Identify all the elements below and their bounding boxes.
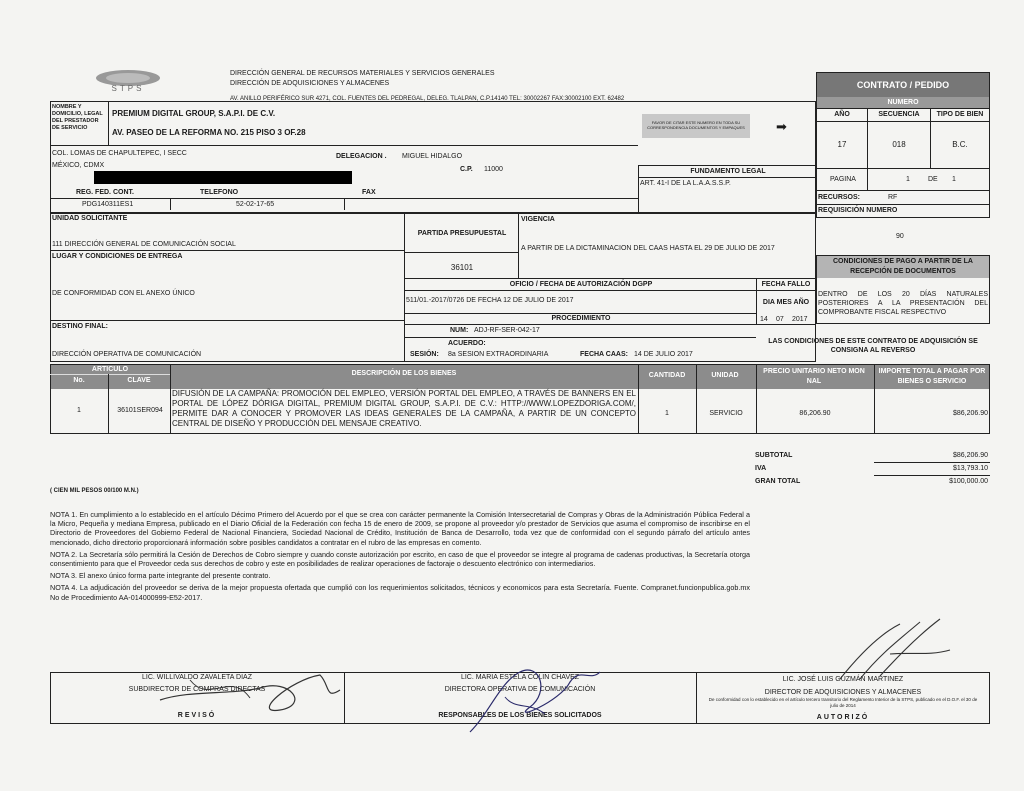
- proc-num-value: ADJ-RF-SER-042-17: [474, 327, 540, 334]
- col-importe: IMPORTE TOTAL A PAGAR POR BIENES O SERVICIO: [878, 368, 986, 385]
- delegacion-value: MIGUEL HIDALGO: [402, 153, 463, 160]
- col-cantidad: CANTIDAD: [648, 372, 686, 379]
- redacted-block: [94, 171, 352, 184]
- unidad-value: 111 DIRECCIÓN GENERAL DE COMUNICACIÓN SOCIAL: [52, 241, 236, 248]
- rfc-label: REG. FED. CONT.: [76, 189, 134, 196]
- amount-words: ( CIEN MIL PESOS 00/100 M.N.): [50, 488, 139, 494]
- contract-secuencia: 018: [892, 140, 906, 149]
- sesion-label: SESIÓN:: [410, 351, 439, 358]
- destino-value: DIRECCIÓN OPERATIVA DE COMUNICACIÓN: [52, 351, 202, 358]
- pagina-label: PAGINA: [830, 176, 856, 183]
- provider-name: PREMIUM DIGITAL GROUP, S.A.P.I. DE C.V.: [112, 109, 276, 118]
- col-no: No.: [73, 377, 85, 384]
- fallo-dia: 14: [760, 316, 768, 323]
- pago-value: DENTRO DE LOS 20 DÍAS NATURALES POSTERIORES A LA PRESENTACIÓN DEL COMPROBANTE FISCAL RESPECTIVO: [818, 291, 988, 316]
- contract-title: CONTRATO / PEDIDO: [817, 73, 989, 97]
- pagina-value: 1: [906, 176, 910, 183]
- lugar-label: LUGAR Y CONDICIONES DE ENTREGA: [52, 253, 183, 260]
- procedimiento-label: PROCEDIMIENTO: [551, 315, 611, 322]
- agency-line1: DIRECCIÓN GENERAL DE RECURSOS MATERIALES Y SERVICIOS GENERALES: [230, 70, 495, 77]
- sig2-title: DIRECTORA OPERATIVA DE COMUNICACIÓN: [444, 686, 596, 693]
- tel-label: TELEFONO: [200, 189, 239, 196]
- total-label: GRAN TOTAL: [755, 478, 801, 485]
- de-label: DE: [928, 176, 938, 183]
- col-tipo: TIPO DE BIEN: [936, 111, 984, 118]
- unidad-label: UNIDAD SOLICITANTE: [52, 215, 128, 222]
- col-secuencia: SECUENCIA: [878, 111, 920, 118]
- notes-block: [50, 510, 750, 605]
- tel-value: 52-02-17-65: [236, 201, 275, 208]
- oficio-value: 511/01.-2017/0726 DE FECHA 12 DE JULIO DE 2017: [406, 297, 574, 304]
- sig3-role: AUTORIZÓ: [816, 714, 870, 721]
- partida-value: 36101: [450, 263, 474, 272]
- reverso-text: LAS CONDICIONES DE ESTE CONTRATO DE ADQUISICIÓN SE CONSIGNA AL REVERSO: [768, 338, 978, 354]
- provider-city: MÉXICO, CDMX: [52, 162, 105, 169]
- iva-value: $13,793.10: [952, 465, 988, 472]
- col-unidad: UNIDAD: [711, 372, 739, 379]
- sig3-note: De conformidad con lo establecido en el artículo tercero transitorio del Reglamento Interior de la STPS, publicado en el D.O.F. el 30 de julio de 2014: [708, 697, 978, 708]
- signature-scribble-1: [150, 660, 350, 720]
- vigencia-label: VIGENCIA: [521, 216, 555, 223]
- fundamento-label: FUNDAMENTO LEGAL: [690, 168, 766, 175]
- requisicion-value: 90: [896, 233, 904, 240]
- sig2-role: RESPONSABLES DE LOS BIENES SOLICITADOS: [438, 712, 602, 719]
- oficio-label: OFICIO / FECHA DE AUTORIZACIÓN DGPP: [509, 281, 653, 288]
- provider-street: AV. PASEO DE LA REFORMA NO. 215 PISO 3 OF.28: [112, 128, 306, 137]
- vigencia-value: A PARTIR DE LA DICTAMINACION DEL CAAS HASTA EL 29 DE JULIO DE 2017: [521, 245, 775, 252]
- delegacion-label: DELEGACION .: [336, 153, 387, 160]
- agency-address: AV. ANILLO PERIFÉRICO SUR 4271, COL. FUENTES DEL PEDREGAL, DELEG. TLALPAN, C.P.14140 TEL: 30002267 FAX:30002100 EXT. 62482: [230, 96, 625, 102]
- recursos-label: RECURSOS:: [818, 194, 861, 201]
- provider-label: NOMBRE Y DOMICILIO, LEGAL DEL PRESTADOR DE SERVICIO: [52, 104, 103, 131]
- total-value: $100,000.00: [949, 478, 988, 485]
- col-ano: AÑO: [834, 111, 850, 118]
- fecha-fallo-label: FECHA FALLO: [761, 281, 811, 288]
- numero-label: NUMERO: [817, 97, 989, 108]
- sig1-name: LIC. WILLIVALDO ZAVALETA DIAZ: [142, 674, 252, 681]
- stps-logo: [88, 68, 168, 94]
- row-importe: $86,206.90: [952, 410, 988, 417]
- sesion-value: 8a SESION EXTRAORDINARIA: [448, 351, 549, 358]
- row-cantidad: 1: [665, 410, 669, 417]
- lugar-value: DE CONFORMIDAD CON EL ANEXO ÚNICO: [52, 290, 195, 297]
- recursos-value: RF: [888, 194, 898, 201]
- cp-label: C.P.: [460, 166, 473, 173]
- note-3: NOTA 3. El anexo único forma parte integrante del presente contrato.: [50, 571, 271, 581]
- logo-text: STPS: [111, 84, 145, 93]
- pago-label: CONDICIONES DE PAGO A PARTIR DE LA RECEPCIÓN DE DOCUMENTOS: [817, 256, 989, 278]
- col-clave: CLAVE: [127, 377, 151, 384]
- cp-value: 11000: [484, 166, 503, 173]
- contract-tipo: B.C.: [952, 140, 968, 149]
- row-unidad: SERVICIO: [709, 410, 743, 417]
- fecha-fallo-sub: DIA MES AÑO: [762, 299, 810, 306]
- row-descripcion: DIFUSIÓN DE LA CAMPAÑA: PROMOCIÓN DEL EMPLEO, VERSIÓN PORTAL DEL EMPLEO, A TRAVÉS DE BANNERS EN EL PORTAL DE LÓPEZ DÓRIGA DIGITAL, PREMIUM DIGITAL GROUP, S.A.P.I. DE C.V.: HTTP://WWW.LOPEZDORIGA.COM/, PERMITE DAR A CONOCER Y PROMOVER LAS IDEAS GENERALES DE LA CAMPAÑA, A PARTIR DE UN CONCEPTO CENTRAL DE DISEÑO Y PRODUCCIÓN DEL MENSAJE CREATIVO.: [172, 389, 636, 428]
- signature-scribble-2: [450, 652, 610, 742]
- row-clave: 36101SER094: [117, 407, 163, 414]
- note-2: NOTA 2. La Secretaría sólo permitirá la Cesión de Derechos de Cobro siempre y cuando conste autorización por escrito, en caso de que el proveedor se integre al programa de cadenas productivas, la Secretaría otorga consentimiento para que el Proveedor ceda sus derechos de cobro y este en posibilidades de realizar operaciones de factoraje o descuento electrónico con intermediarios.: [50, 549, 750, 569]
- contract-ano: 17: [837, 140, 847, 149]
- requisicion-label: REQUISICIÓN NUMERO: [818, 207, 898, 214]
- subtotal-label: SUBTOTAL: [755, 452, 793, 459]
- agency-line2: DIRECCIÓN DE ADQUISICIONES Y ALMACENES: [230, 80, 390, 87]
- fallo-ano: 2017: [792, 316, 808, 323]
- rfc-value: PDG140311ES1: [82, 201, 134, 208]
- sig2-name: LIC. MARIA ESTELA COLIN CHAVEZ: [460, 674, 580, 681]
- fax-label: FAX: [362, 189, 376, 196]
- col-descripcion: DESCRIPCIÓN DE LOS BIENES: [351, 370, 457, 377]
- row-no: 1: [77, 407, 81, 414]
- fecha-caas-value: 14 DE JULIO 2017: [634, 351, 693, 358]
- sig1-title: SUBDIRECTOR DE COMPRAS DIRECTAS: [128, 686, 266, 693]
- provider-col: COL. LOMAS DE CHAPULTEPEC, I SECC: [52, 150, 187, 157]
- fecha-caas-label: FECHA CAAS:: [580, 351, 628, 358]
- col-articulo: ARTICULO: [91, 366, 129, 373]
- sig3-name: LIC. JOSÉ LUIS GUZMÁN MARTINEZ: [782, 676, 904, 683]
- signature-scribble-3: [830, 614, 960, 684]
- note-4: NOTA 4. La adjudicación del proveedor se deriva de la mejor propuesta ofertada que cumplió con los requerimientos solicitados, técnicos y economicos para esta Secretaría. Fuente. Compranet.funcionpublica.gob.mx No de Procedimiento AA-014000999-E52-2017.: [50, 583, 750, 602]
- note-1: NOTA 1. En cumplimiento a lo establecido en el artículo Décimo Primero del Acuerdo por el que se crea con carácter permanente la Comisión Intersecretarial de Compras y Obras de la Administración Pública Federal a la Micro, Pequeña y mediana Empresa, publicado en el Diario Oficial de la Federación con fecha 15 de enero de 2009, se propone al proveedor y/o prestador de Servicios que asuma el compromiso de inscribirse en el Directorio de Proveedores del Gobierno Federal de Nacional Financiera, Sociedad Nacional de Crédito, Institución de Banca de Desarrollo, toda vez que de conformidad con el segundo párrafo del artículo antes mencionado, dicho directorio proporcionará información sobre posibles candidatos a contratar en el rubro de las empresas en comento.: [50, 510, 750, 547]
- acuerdo-label: ACUERDO:: [448, 340, 486, 347]
- subtotal-value: $86,206.90: [952, 452, 988, 459]
- col-precio: PRECIO UNITARIO NETO MON NAL: [763, 368, 865, 385]
- fallo-mes: 07: [776, 316, 784, 323]
- sig3-title: DIRECTOR DE ADQUISICIONES Y ALMACENES: [764, 689, 922, 696]
- arrow-right-icon: ➡: [776, 119, 787, 134]
- destino-label: DESTINO FINAL:: [52, 323, 108, 330]
- proc-num-label: NUM:: [450, 327, 469, 334]
- pagina-total: 1: [952, 176, 956, 183]
- sig1-role: REVISÓ: [177, 712, 217, 719]
- citation-note: FAVOR DE CITAR ESTE NUMERO EN TODA SU CORRESPONDENCIA DOCUMENTOS Y EMPAQUES: [647, 120, 745, 130]
- iva-label: IVA: [755, 465, 767, 472]
- fundamento-value: ART. 41-I DE LA L.A.A.S.S.P.: [640, 180, 731, 187]
- row-precio: 86,206.90: [799, 410, 831, 417]
- partida-label: PARTIDA PRESUPUESTAL: [417, 230, 507, 237]
